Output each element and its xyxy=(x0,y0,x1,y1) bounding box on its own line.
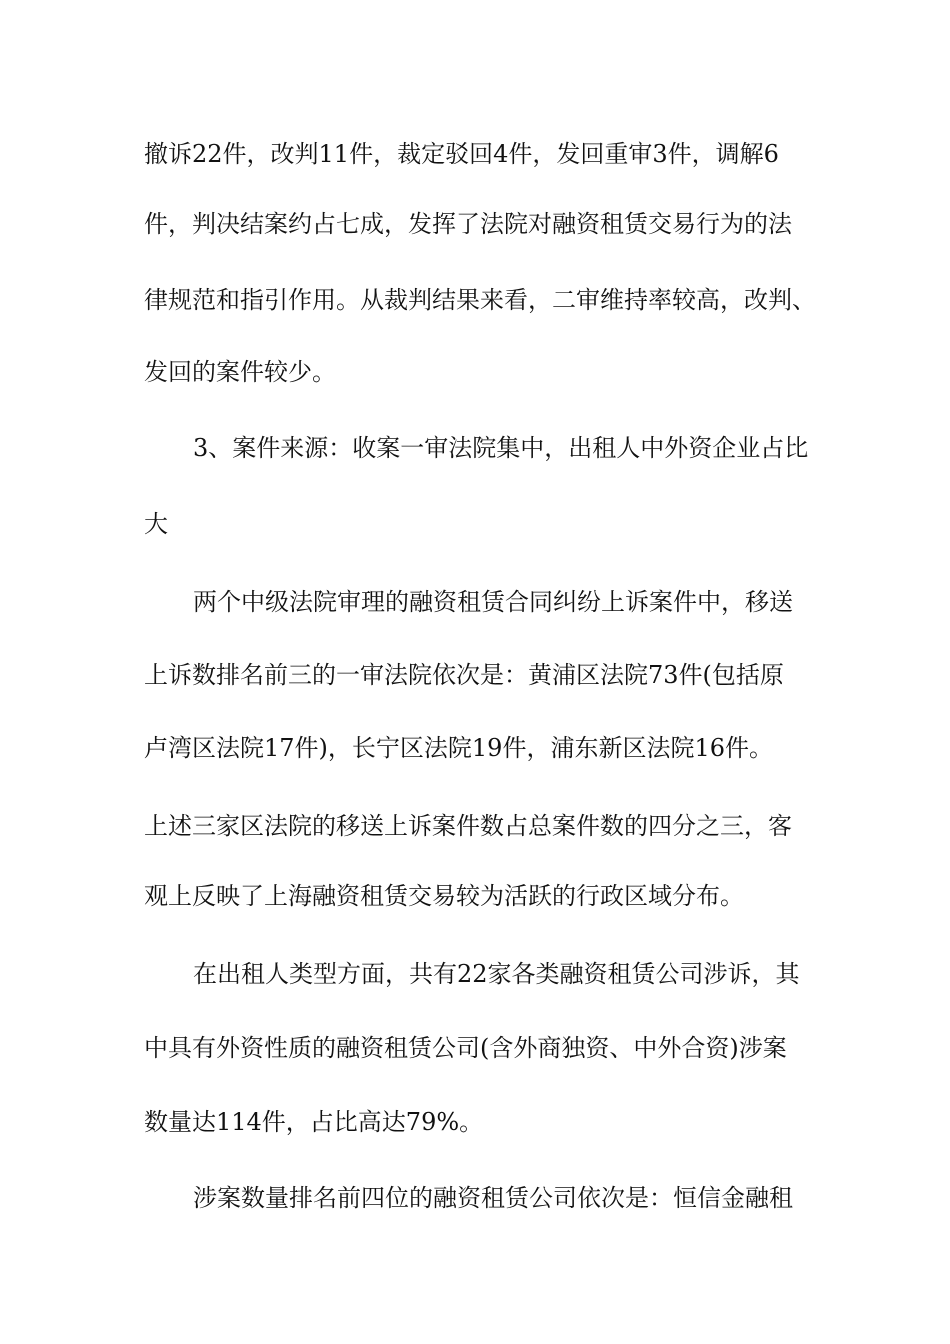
text-line: 数量达114件，占比高达79%。 xyxy=(144,1108,484,1136)
text-line: 涉案数量排名前四位的融资租赁公司依次是：恒信金融租 xyxy=(193,1184,793,1212)
section-heading-continued: 大 xyxy=(144,510,168,538)
text-line: 观上反映了上海融资租赁交易较为活跃的行政区域分布。 xyxy=(144,882,744,910)
text-line: 发回的案件较少。 xyxy=(144,358,336,386)
text-line: 中具有外资性质的融资租赁公司(含外商独资、中外合资)涉案 xyxy=(144,1034,787,1062)
text-line: 撤诉22件，改判11件，裁定驳回4件，发回重审3件，调解6 xyxy=(144,140,779,168)
text-line: 律规范和指引作用。从裁判结果来看，二审维持率较高，改判、 xyxy=(144,286,816,314)
text-line: 件，判决结案约占七成，发挥了法院对融资租赁交易行为的法 xyxy=(144,210,792,238)
text-line: 上诉数排名前三的一审法院依次是：黄浦区法院73件(包括原 xyxy=(144,661,784,689)
text-line: 两个中级法院审理的融资租赁合同纠纷上诉案件中，移送 xyxy=(193,588,793,616)
text-line: 上述三家区法院的移送上诉案件数占总案件数的四分之三，客 xyxy=(144,812,792,840)
section-heading: 3、案件来源：收案一审法院集中，出租人中外资企业占比 xyxy=(193,434,809,462)
text-line: 在出租人类型方面，共有22家各类融资租赁公司涉诉，其 xyxy=(193,960,800,988)
text-line: 卢湾区法院17件)，长宁区法院19件，浦东新区法院16件。 xyxy=(144,734,773,762)
